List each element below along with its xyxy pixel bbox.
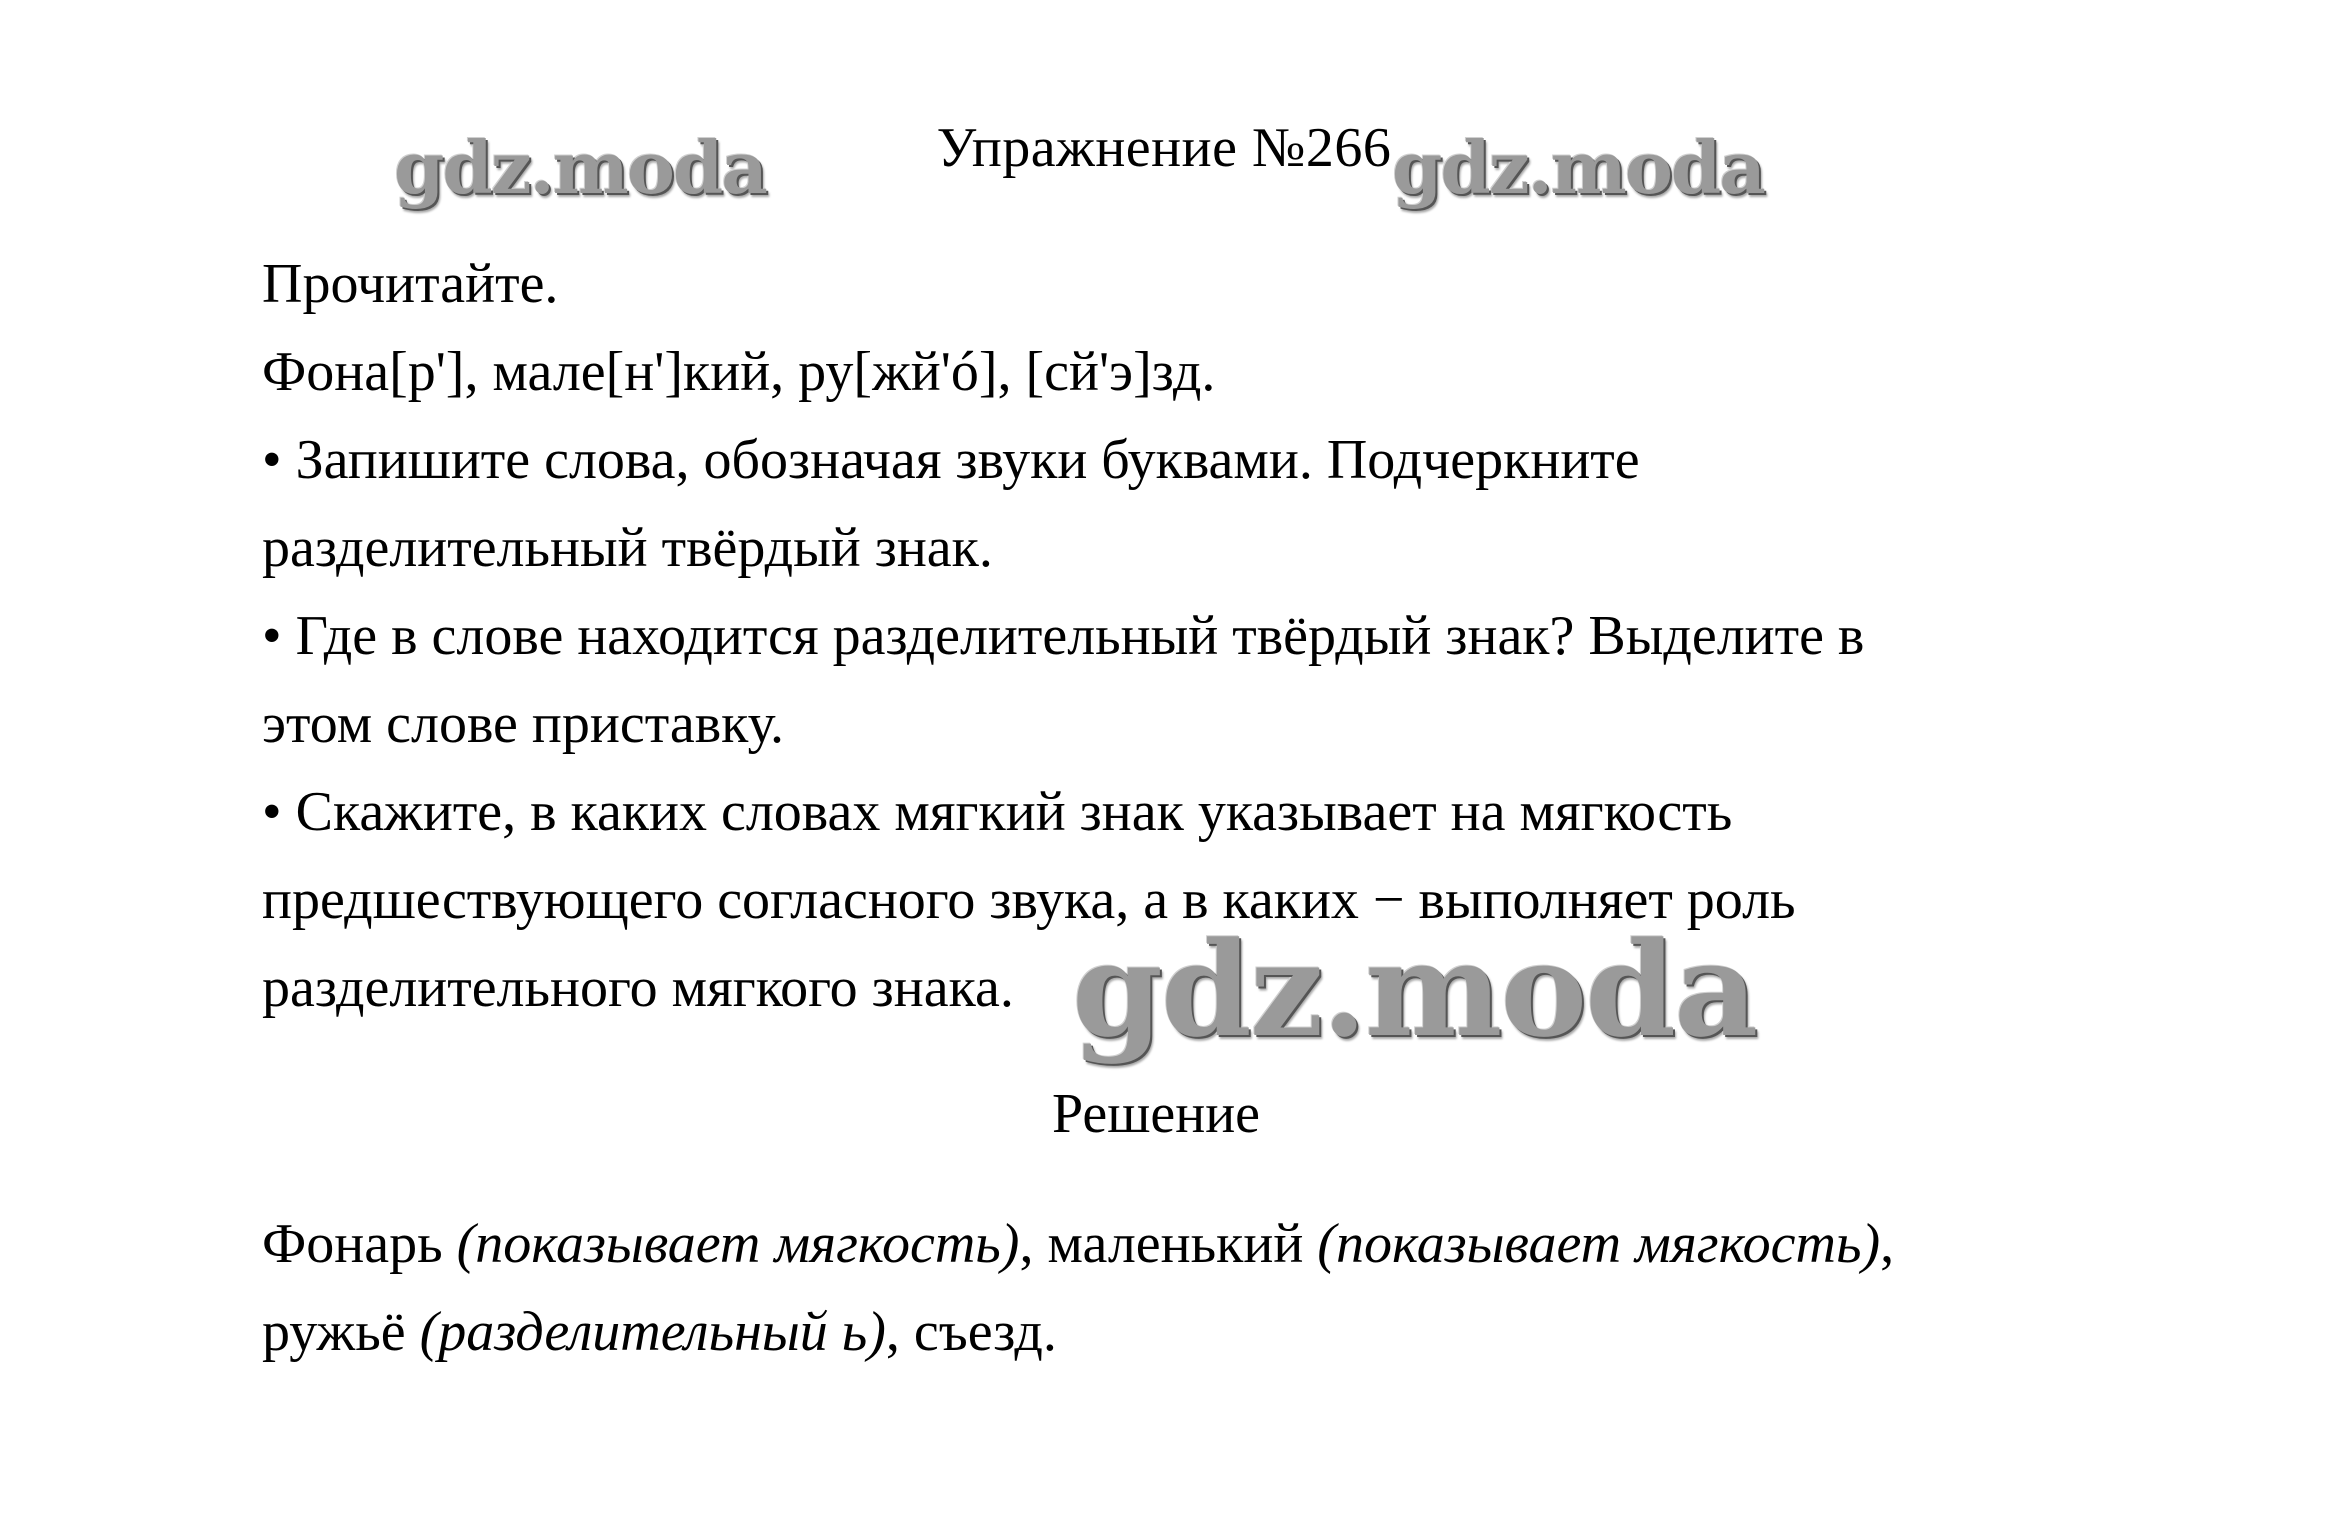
task-line: этом слове приставку. <box>262 693 784 755</box>
task-line: предшествующего согласного звука, а в каких − выполняет роль <box>262 869 1796 931</box>
watermark-top-left: gdz.moda <box>394 125 766 210</box>
watermark-top-right: gdz.moda <box>1392 125 1764 210</box>
solution-text <box>262 1200 2112 1376</box>
exercise-title: Упражнение №266 <box>936 117 1392 179</box>
solution-note: (разделительный ь) <box>419 1301 886 1363</box>
solution-word: , съезд. <box>885 1301 1057 1363</box>
task-line: • Запишите слова, обозначая звуки буквами. Подчеркните <box>262 429 1640 491</box>
task-line: • Где в слове находится разделительный твёрдый знак? Выделите в <box>262 605 1865 667</box>
task-line: разделительный твёрдый знак. <box>262 517 993 579</box>
task-line: разделительного мягкого знака. <box>262 957 1014 1019</box>
solution-word: Фонарь <box>262 1213 457 1275</box>
task-line: Фона[р'], мале[н']кий, ру[жй'ó], [сй'э]зд. <box>262 341 1216 403</box>
task-line: Прочитайте. <box>262 253 559 315</box>
solution-word: , <box>1880 1213 1895 1275</box>
solution-title: Решение <box>1051 1083 1261 1145</box>
solution-word: , маленький <box>1019 1213 1318 1275</box>
solution-note: (показывает мягкость) <box>456 1213 1020 1275</box>
task-line: • Скажите, в каких словах мягкий знак указывает на мягкость <box>262 781 1733 843</box>
solution-line <box>262 1288 2112 1376</box>
solution-line <box>262 1200 2112 1288</box>
solution-word: ружьё <box>262 1301 420 1363</box>
task-text <box>262 240 2062 1032</box>
solution-note: (показывает мягкость) <box>1317 1213 1881 1275</box>
watermark-center: gdz.moda <box>1072 913 1757 1066</box>
